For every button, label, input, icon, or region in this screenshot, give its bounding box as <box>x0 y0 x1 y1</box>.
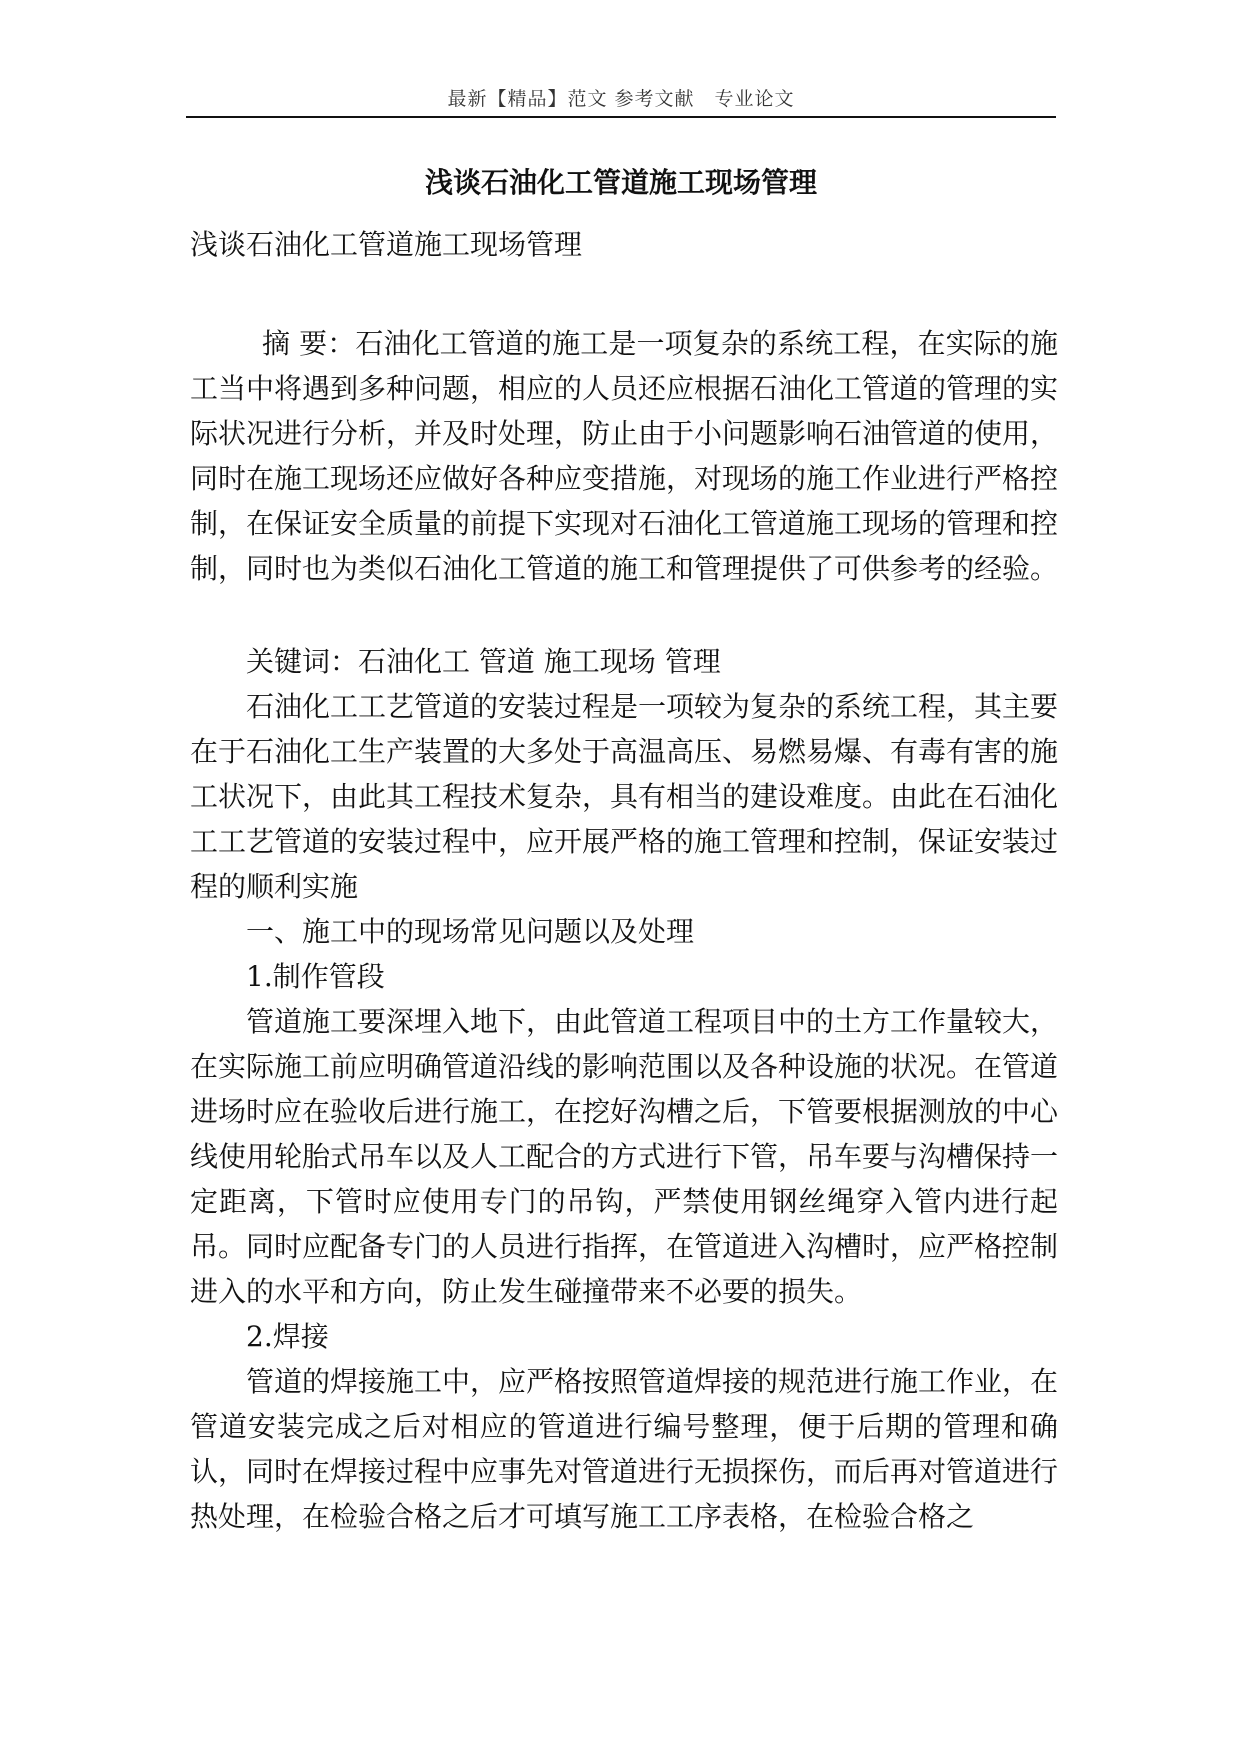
document-body <box>190 222 1058 1539</box>
subsection-heading: 2.焊接 <box>246 1320 329 1353</box>
document-subtitle: 浅谈石油化工管道施工现场管理 <box>190 228 583 261</box>
intro-paragraph: 石油化工工艺管道的安装过程是一项较为复杂的系统工程，其主要在于石油化工生产装置的大多处于高温高压、易燃易爆、有毒有害的施工状况下，由此其工程技术复杂，具有相当的建设难度。由此在石油化工工艺管道的安装过程中，应开展严格的施工管理和控制，保证安装过程的顺利实施 <box>190 690 1059 903</box>
document-title: 浅谈石油化工管道施工现场管理 <box>424 166 817 199</box>
body-paragraph: 管道施工要深埋入地下，由此管道工程项目中的土方工作量较大，在实际施工前应明确管道沿线的影响范围以及各种设施的状况。在管道进场时应在验收后进行施工，在挖好沟槽之后，下管要根据测放的中心线使用轮胎式吊车以及人工配合的方式进行下管，吊车要与沟槽保持一定距离，下管时应使用专门的吊钩，严禁使用钢丝绳穿入管内进行起吊。同时应配备专门的人员进行指挥，在管道进入沟槽时，应严格控制进入的水平和方向，防止发生碰撞带来不必要的损失。 <box>190 1005 1059 1308</box>
page-header: 最新【精品】范文 参考文献 专业论文 <box>447 88 795 110</box>
abstract-paragraph: 摘 要：石油化工管道的施工是一项复杂的系统工程，在实际的施工当中将遇到多种问题，相应的人员还应根据石油化工管道的管理的实际状况进行分析，并及时处理，防止由于小问题影响石油管道的使用，同时在施工现场还应做好各种应变措施，对现场的施工作业进行严格控制，在保证安全质量的前提下实现对石油化工管道施工现场的管理和控制，同时也为类似石油化工管道的施工和管理提供了可供参考的经验。 <box>190 327 1059 585</box>
header-divider <box>186 116 1056 118</box>
body-paragraph: 管道的焊接施工中，应严格按照管道焊接的规范进行施工作业，在管道安装完成之后对相应的管道进行编号整理，便于后期的管理和确认，同时在焊接过程中应事先对管道进行无损探伤，而后再对管道进行热处理，在检验合格之后才可填写施工工序表格，在检验合格之 <box>190 1365 1059 1533</box>
section-heading: 一、施工中的现场常见问题以及处理 <box>246 915 695 948</box>
subsection-heading: 1.制作管段 <box>246 960 385 993</box>
keywords-line: 关键词：石油化工 管道 施工现场 管理 <box>246 645 721 678</box>
